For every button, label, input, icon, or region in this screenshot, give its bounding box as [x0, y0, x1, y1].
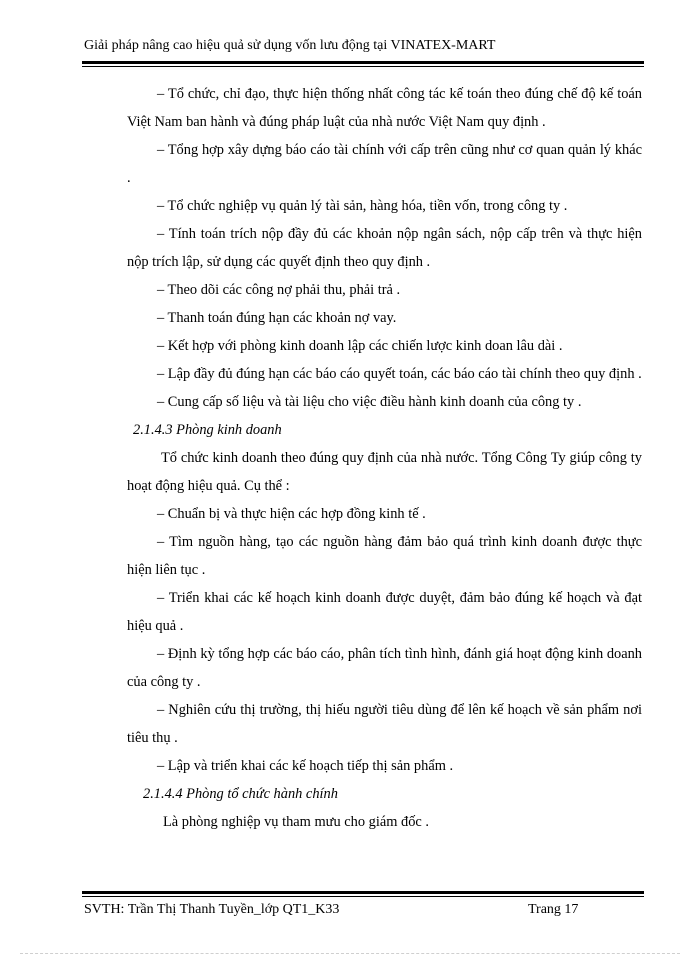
paragraph: – Tổ chức nghiệp vụ quản lý tài sản, hàng hóa, tiền vốn, trong công ty .: [157, 198, 568, 214]
paragraph: – Tính toán trích nộp đầy đủ các khoản nộp ngân sách, nộp cấp trên và thực hiện nộp trích lập, sử dụng các quyết định theo quy định .: [127, 226, 642, 270]
section-heading-admin: 2.1.4.4 Phòng tổ chức hành chính: [143, 786, 338, 802]
paragraph: – Lập đầy đủ đúng hạn các báo cáo quyết toán, các báo cáo tài chính theo quy định .: [157, 366, 642, 382]
paragraph: – Thanh toán đúng hạn các khoản nợ vay.: [157, 310, 397, 326]
body-text: [127, 80, 642, 836]
paragraph: Là phòng nghiệp vụ tham mưu cho giám đốc .: [163, 814, 429, 830]
paragraph: – Tổng hợp xây dựng báo cáo tài chính với cấp trên cũng như cơ quan quản lý khác .: [127, 142, 642, 186]
section-heading-business: 2.1.4.3 Phòng kinh doanh: [133, 422, 282, 438]
paragraph: – Tìm nguồn hàng, tạo các nguồn hàng đảm bảo quá trình kinh doanh được thực hiện liên tục .: [127, 534, 642, 578]
paragraph: – Theo dõi các công nợ phải thu, phải trả .: [157, 282, 401, 298]
footer-rule: [82, 891, 644, 894]
paragraph: Tổ chức kinh doanh theo đúng quy định của nhà nước. Tổng Công Ty giúp công ty hoạt động hiệu quả. Cụ thể :: [127, 450, 642, 494]
paragraph: – Lập và triển khai các kế hoạch tiếp thị sản phẩm .: [157, 758, 454, 774]
page-break-line: [20, 953, 680, 954]
footer-author: SVTH: Trần Thị Thanh Tuyền_lớp QT1_K33: [84, 902, 340, 917]
paragraph: – Chuẩn bị và thực hiện các hợp đồng kinh tế .: [157, 506, 426, 522]
paragraph: – Tổ chức, chỉ đạo, thực hiện thống nhất công tác kế toán theo đúng chế độ kế toán Việt Nam ban hành và đúng pháp luật của nhà nước Việt Nam quy định .: [127, 86, 642, 130]
header-rule: [82, 61, 644, 64]
footer-rule-thin: [82, 896, 644, 897]
paragraph: – Cung cấp số liệu và tài liệu cho việc điều hành kinh doanh của công ty .: [157, 394, 582, 410]
paragraph: – Triển khai các kế hoạch kinh doanh được duyệt, đảm bảo đúng kế hoạch và đạt hiệu quả .: [127, 590, 642, 634]
header-title: Giải pháp nâng cao hiệu quả sử dụng vốn lưu động tại VINATEX-MART: [84, 38, 496, 53]
paragraph: – Kết hợp với phòng kinh doanh lập các chiến lược kinh doan lâu dài .: [157, 338, 563, 354]
paragraph: – Định kỳ tổng hợp các báo cáo, phân tích tình hình, đánh giá hoạt động kinh doanh của công ty .: [127, 646, 642, 690]
header-rule-thin: [82, 66, 644, 67]
paragraph: – Nghiên cứu thị trường, thị hiếu người tiêu dùng để lên kế hoạch về sản phẩm nơi tiêu thụ .: [127, 702, 642, 746]
page-number: Trang 17: [528, 902, 579, 917]
